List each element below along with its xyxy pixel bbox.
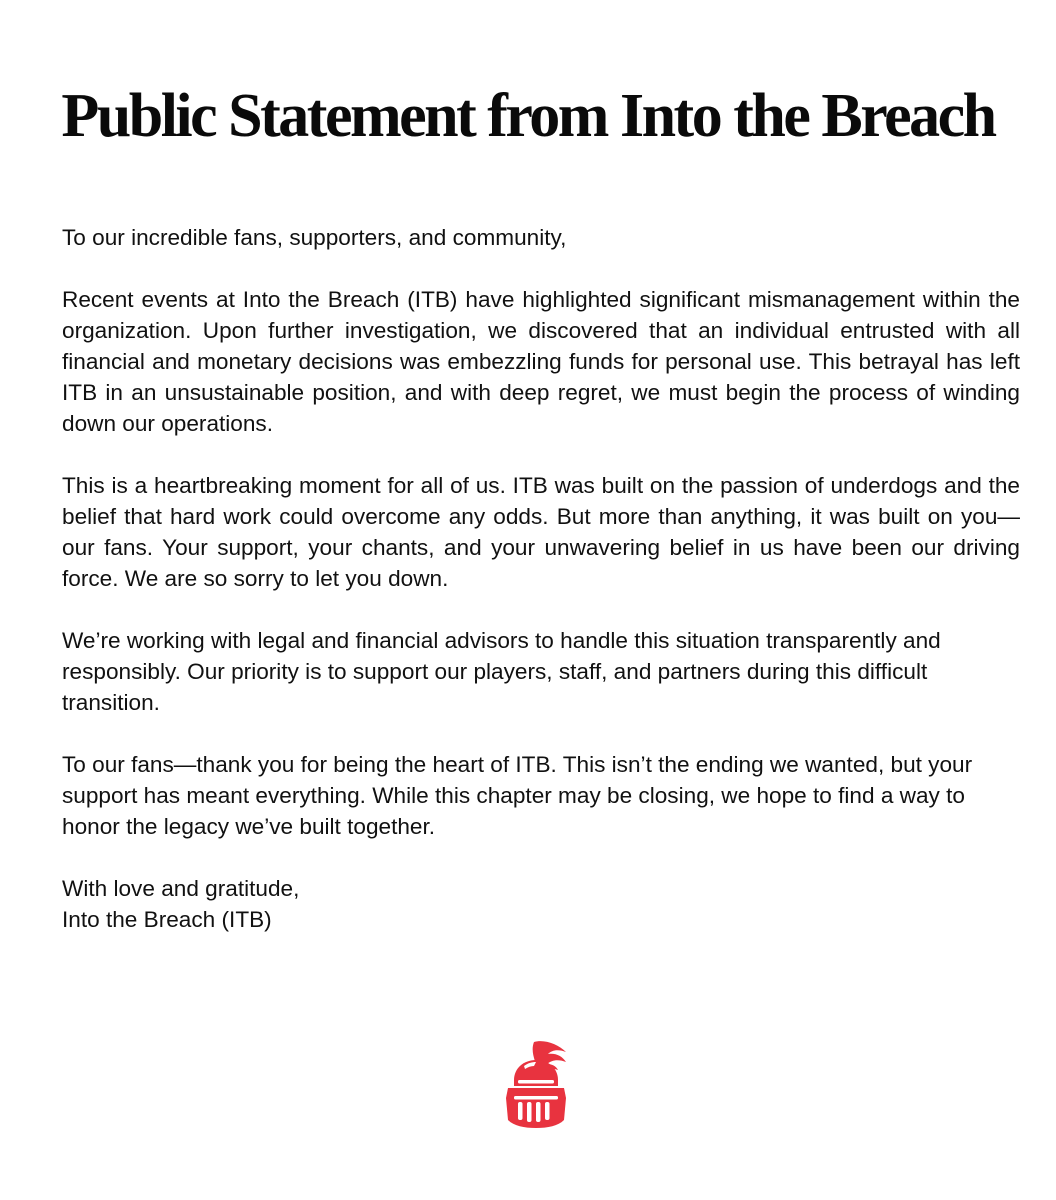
signature: Into the Breach (ITB): [62, 907, 272, 932]
greeting: To our incredible fans, supporters, and community,: [62, 225, 567, 250]
paragraph-mismanagement: Recent events at Into the Breach (ITB) have highlighted significant mismanagement within the organization. Upon further investigation, we discovered that an individual entrusted with all financial and monetary decisions was embezzling funds for personal use. This betrayal has left ITB in an unsustainable position, and with deep regret, we must begin the process of winding down our operations.: [62, 287, 1020, 436]
paragraph-thanks: To our fans—thank you for being the heart of ITB. This isn’t the ending we wanted, but your support has meant everything. While this chapter may be closing, we hope to find a way to honor the legacy we’ve built together.: [62, 752, 973, 839]
statement-body: [62, 222, 1020, 935]
paragraph-legal: We’re working with legal and financial advisors to handle this situation transparently and responsibly. Our priority is to support our players, staff, and partners during this difficult transition.: [62, 628, 941, 715]
paragraph-heartbreak: This is a heartbreaking moment for all of us. ITB was built on the passion of underdogs and the belief that hard work could overcome any odds. But more than anything, it was built on you—our fans. Your support, your chants, and your unwavering belief in us have been our driving force. We are so sorry to let you down.: [62, 473, 1020, 591]
page-title: Public Statement from Into the Breach: [61, 82, 995, 150]
signoff: [62, 873, 1020, 935]
closing-line: With love and gratitude,: [62, 876, 300, 901]
knight-helmet-icon: [500, 1040, 572, 1130]
